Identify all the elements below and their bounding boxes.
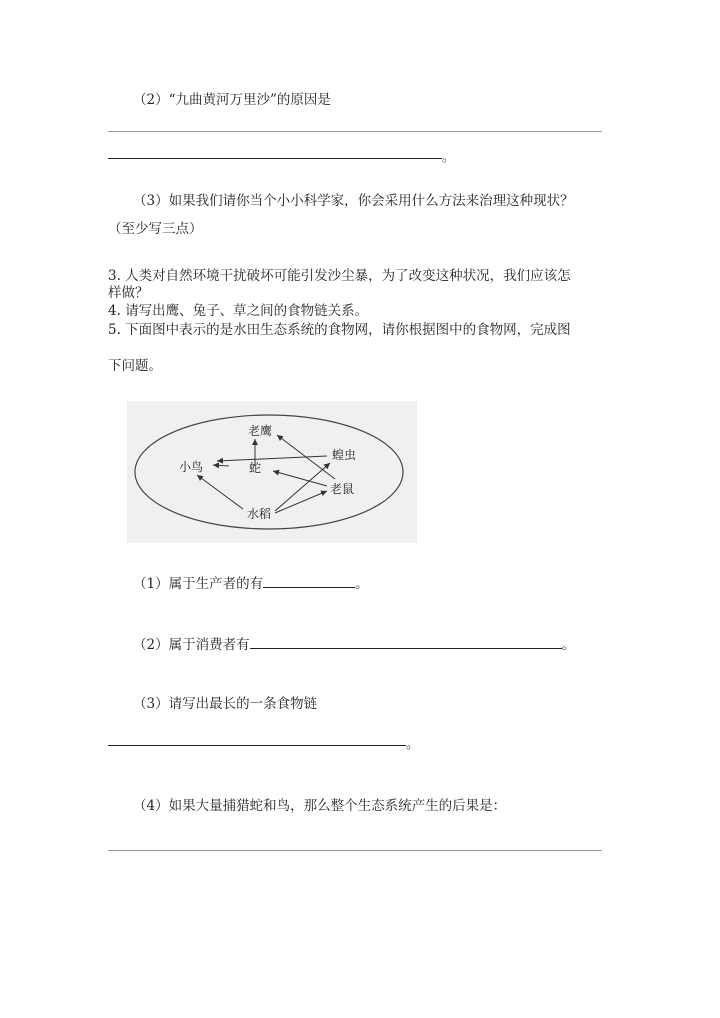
question-2-3-note: （至少写三点） bbox=[108, 221, 203, 237]
node-bird: 小鸟 bbox=[179, 460, 204, 474]
question-5-2 bbox=[133, 633, 575, 653]
answer-blank[interactable] bbox=[263, 573, 355, 588]
food-web-diagram bbox=[127, 401, 417, 543]
question-3-line1: 3. 人类对自然环境干扰破坏可能引发沙尘暴，为了改变这种状况，我们应该怎 bbox=[108, 268, 571, 284]
question-5-line1: 5. 下面图中表示的是水田生态系统的食物网，请你根据图中的食物网，完成图 bbox=[108, 322, 571, 338]
question-2-2: （2）“九曲黄河万里沙”的原因是 bbox=[133, 92, 331, 108]
answer-line bbox=[108, 131, 602, 132]
period: 。 bbox=[406, 737, 420, 752]
node-eagle: 老鹰 bbox=[248, 424, 273, 438]
question-3-line2: 样做？ bbox=[108, 285, 149, 301]
question-5-1 bbox=[133, 572, 369, 592]
node-snake: 蛇 bbox=[249, 461, 262, 475]
question-5-1-text: （1）属于生产者的有 bbox=[133, 576, 264, 592]
answer-line[interactable] bbox=[108, 745, 406, 746]
diagram-background bbox=[127, 401, 417, 543]
period: 。 bbox=[355, 576, 369, 592]
question-5-line2: 下问题。 bbox=[108, 358, 162, 374]
question-5-2-text: （2）属于消费者有 bbox=[133, 637, 250, 653]
node-mouse: 老鼠 bbox=[330, 482, 355, 496]
period: 。 bbox=[561, 637, 576, 653]
answer-line[interactable] bbox=[108, 850, 602, 851]
period: 。 bbox=[442, 150, 456, 165]
question-4: 4. 请写出鹰、兔子、草之间的食物链关系。 bbox=[108, 303, 369, 319]
question-5-4: （4）如果大量捕猎蛇和鸟，那么整个生态系统产生的后果是： bbox=[133, 798, 507, 814]
question-5-3: （3）请写出最长的一条食物链 bbox=[133, 696, 318, 712]
node-locust: 蝗虫 bbox=[332, 448, 357, 462]
node-rice: 水稻 bbox=[247, 507, 272, 521]
question-2-3: （3）如果我们请你当个小小科学家，你会采用什么方法来治理这种现状？ bbox=[133, 193, 574, 209]
answer-blank[interactable] bbox=[250, 634, 562, 649]
answer-line bbox=[108, 158, 442, 159]
